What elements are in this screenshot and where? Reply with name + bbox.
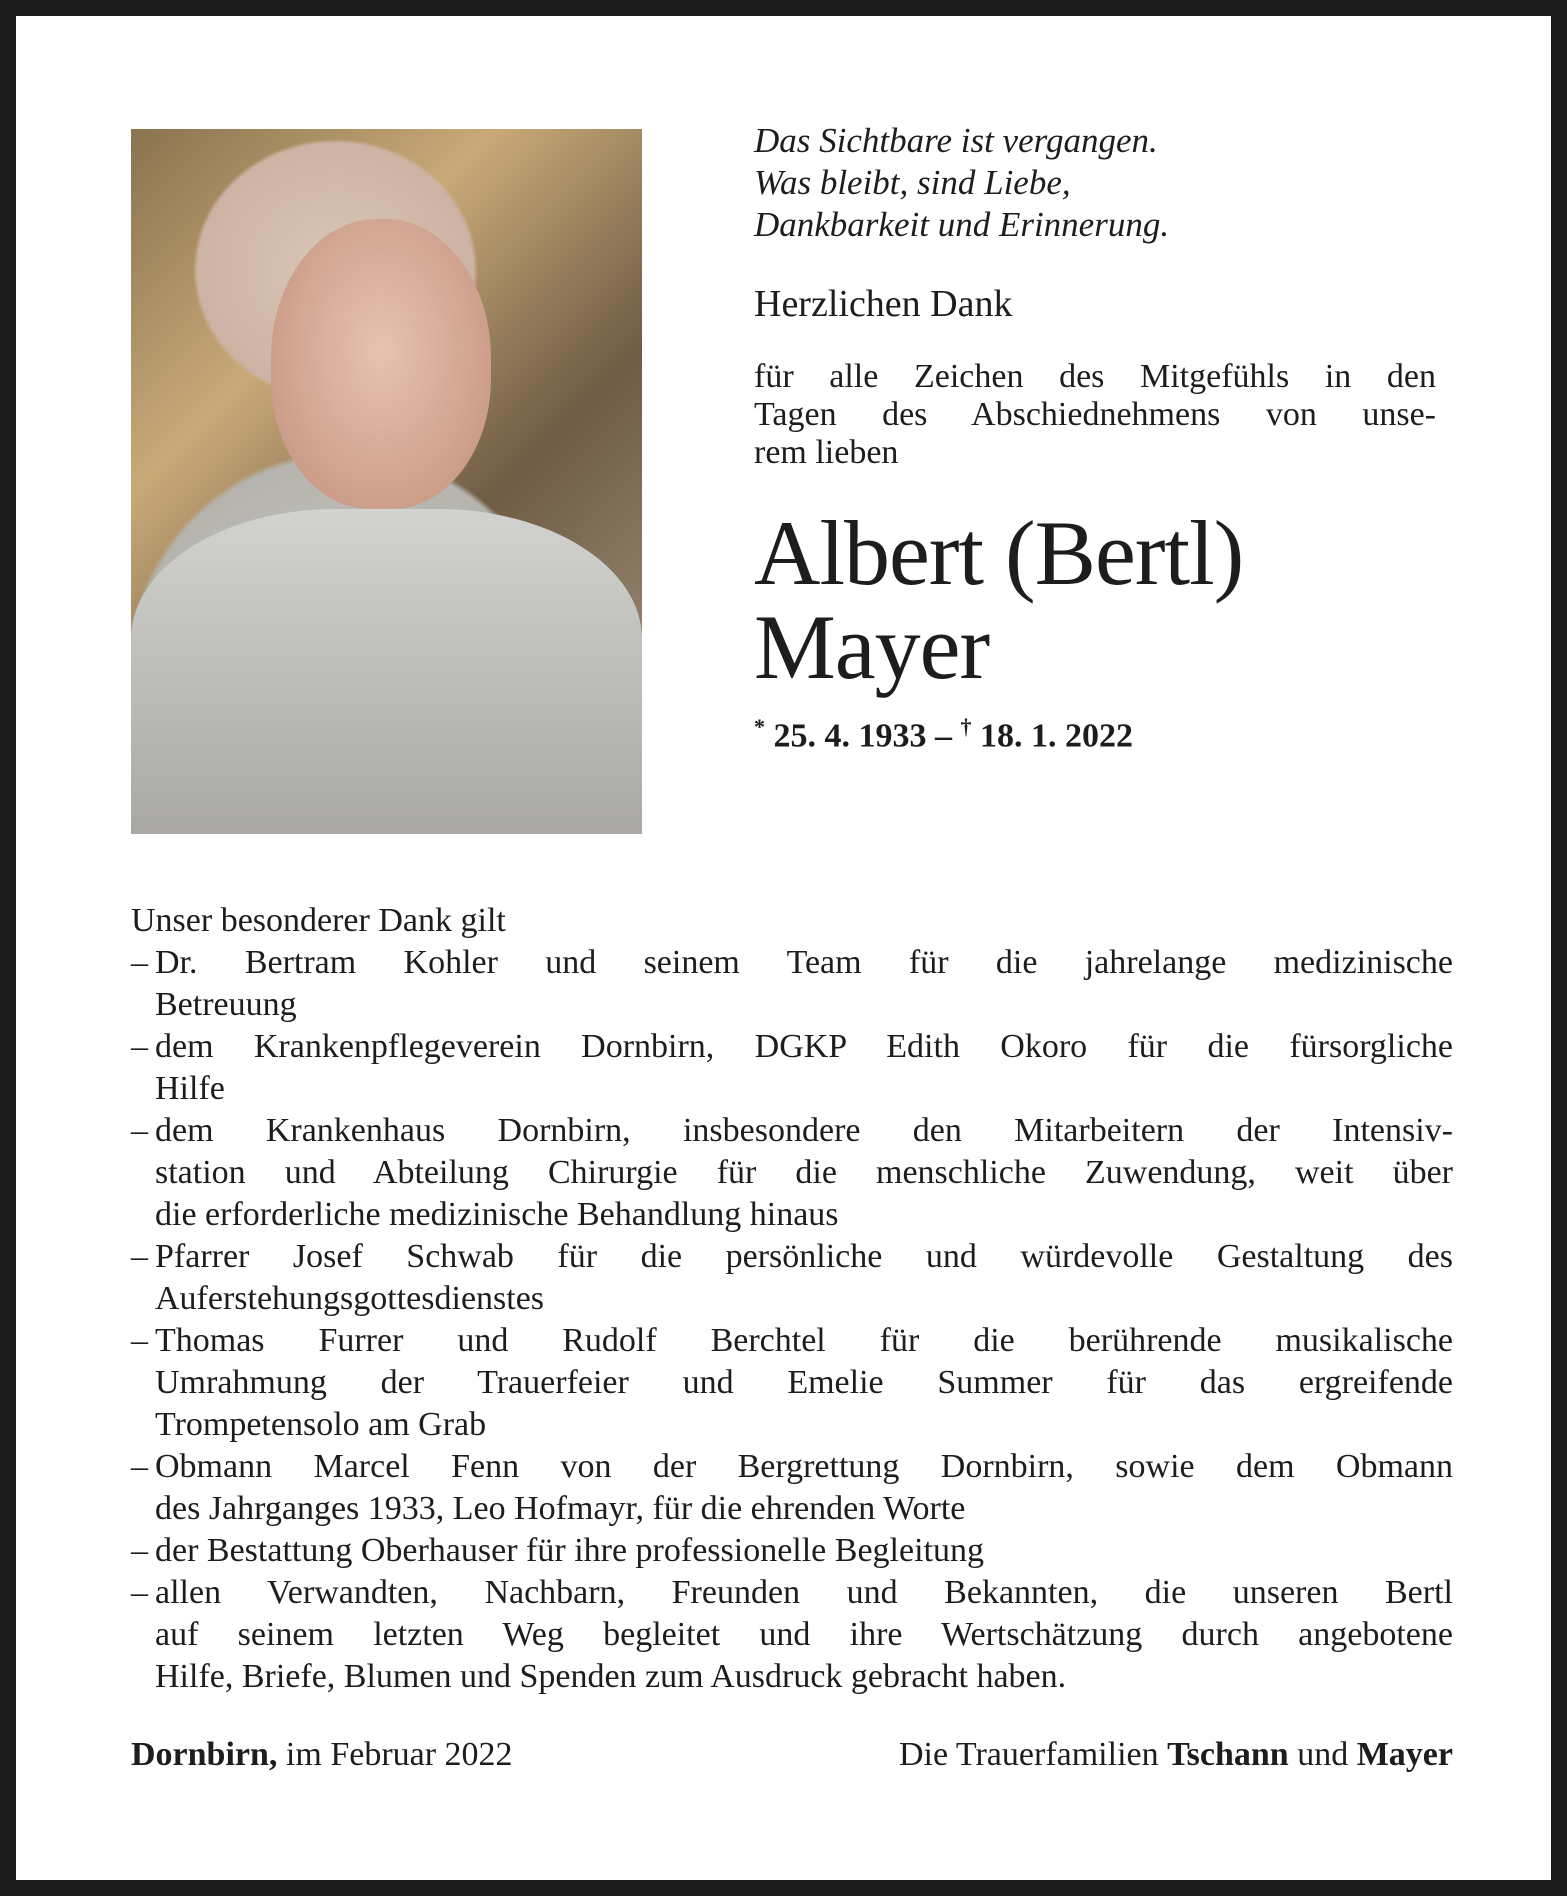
motto-line: Dankbarkeit und Erinnerung. — [754, 205, 1170, 244]
item-line: dem Krankenhaus Dornbirn, insbesondere den Mitarbeitern der Intensiv- — [155, 1112, 1453, 1149]
thanks-heading: Herzlichen Dank — [754, 283, 1013, 325]
date: im Februar 2022 — [285, 1736, 513, 1773]
name-line: Mayer — [754, 596, 990, 698]
motto-line: Was bleibt, sind Liebe, — [754, 163, 1071, 202]
item-line: Auferstehungsgottesdienstes — [155, 1280, 545, 1317]
item-line: Dr. Bertram Kohler und seinem Team für die jahrelange medizinische — [155, 944, 1453, 981]
item-line: Trompetensolo am Grab — [155, 1406, 487, 1443]
thanks-item — [131, 1572, 1453, 1698]
dash: – — [131, 1238, 148, 1275]
deceased-name — [754, 502, 1454, 698]
dash: – — [131, 1028, 148, 1065]
death-symbol: † — [960, 714, 972, 739]
portrait-photo — [131, 129, 642, 834]
name-line: Albert (Bertl) — [754, 502, 1244, 604]
item-line: Hilfe, Briefe, Blumen und Spenden zum Ausdruck gebracht haben. — [155, 1658, 1067, 1695]
item-line: Pfarrer Josef Schwab für die persönliche und würdevolle Gestaltung des — [155, 1238, 1453, 1275]
intro-line: für alle Zeichen des Mitgefühls in den — [754, 358, 1436, 395]
thanks-list — [131, 900, 1453, 1698]
birth-symbol: * — [754, 714, 765, 739]
dash: – — [131, 944, 148, 981]
thanks-item — [131, 1110, 1453, 1236]
item-line: dem Krankenpflegeverein Dornbirn, DGKP Edith Okoro für die fürsorgliche — [155, 1028, 1453, 1065]
item-line: auf seinem letzten Weg begleitet und ihre Wertschätzung durch angebotene — [155, 1616, 1453, 1653]
death-date: 18. 1. 2022 — [980, 717, 1133, 755]
item-line: Betreuung — [155, 986, 297, 1023]
item-line: allen Verwandten, Nachbarn, Freunden und Bekannten, die unseren Bertl — [155, 1574, 1453, 1611]
motto — [754, 120, 1454, 246]
item-line: Obmann Marcel Fenn von der Bergrettung Dornbirn, sowie dem Obmann — [155, 1448, 1453, 1485]
thanks-item — [131, 1236, 1453, 1320]
item-line: die erforderliche medizinische Behandlung hinaus — [155, 1196, 839, 1233]
family-name: Tschann — [1167, 1736, 1289, 1773]
item-line: Umrahmung der Trauerfeier und Emelie Summer für das ergreifende — [155, 1364, 1453, 1401]
item-line: der Bestattung Oberhauser für ihre professionelle Begleitung — [155, 1532, 984, 1569]
item-line: des Jahrganges 1933, Leo Hofmayr, für die ehrenden Worte — [155, 1490, 966, 1527]
right-column — [754, 120, 1454, 755]
thanks-item — [131, 1320, 1453, 1446]
intro-line: Tagen des Abschiednehmens von unse- — [754, 396, 1436, 433]
special-thanks-heading: Unser besonderer Dank gilt — [131, 902, 506, 939]
intro-text — [754, 358, 1436, 472]
dash: – — [131, 1574, 148, 1611]
dash: – — [131, 1322, 148, 1359]
conjunction: und — [1297, 1736, 1349, 1773]
date-separator: – — [935, 717, 952, 755]
family-name: Mayer — [1356, 1736, 1453, 1773]
thanks-item — [131, 1446, 1453, 1530]
item-line: Hilfe — [155, 1070, 225, 1107]
thanks-item — [131, 1530, 1453, 1572]
item-line: Thomas Furrer und Rudolf Berchtel für die berührende musikalische — [155, 1322, 1453, 1359]
thanks-item — [131, 942, 1453, 1026]
footer — [131, 1736, 1453, 1774]
thanks-item — [131, 1026, 1453, 1110]
item-line: station und Abteilung Chirurgie für die menschliche Zuwendung, weit über — [155, 1154, 1453, 1191]
dash: – — [131, 1448, 148, 1485]
intro-line: rem lieben — [754, 434, 899, 471]
place: Dornbirn, — [131, 1736, 278, 1773]
birth-date: 25. 4. 1933 — [773, 717, 927, 755]
motto-line: Das Sichtbare ist vergangen. — [754, 121, 1158, 160]
dash: – — [131, 1112, 148, 1149]
obituary-page — [16, 16, 1551, 1880]
dash: – — [131, 1532, 148, 1569]
life-dates — [754, 714, 1454, 755]
families-prefix: Die Trauerfamilien — [898, 1736, 1159, 1773]
